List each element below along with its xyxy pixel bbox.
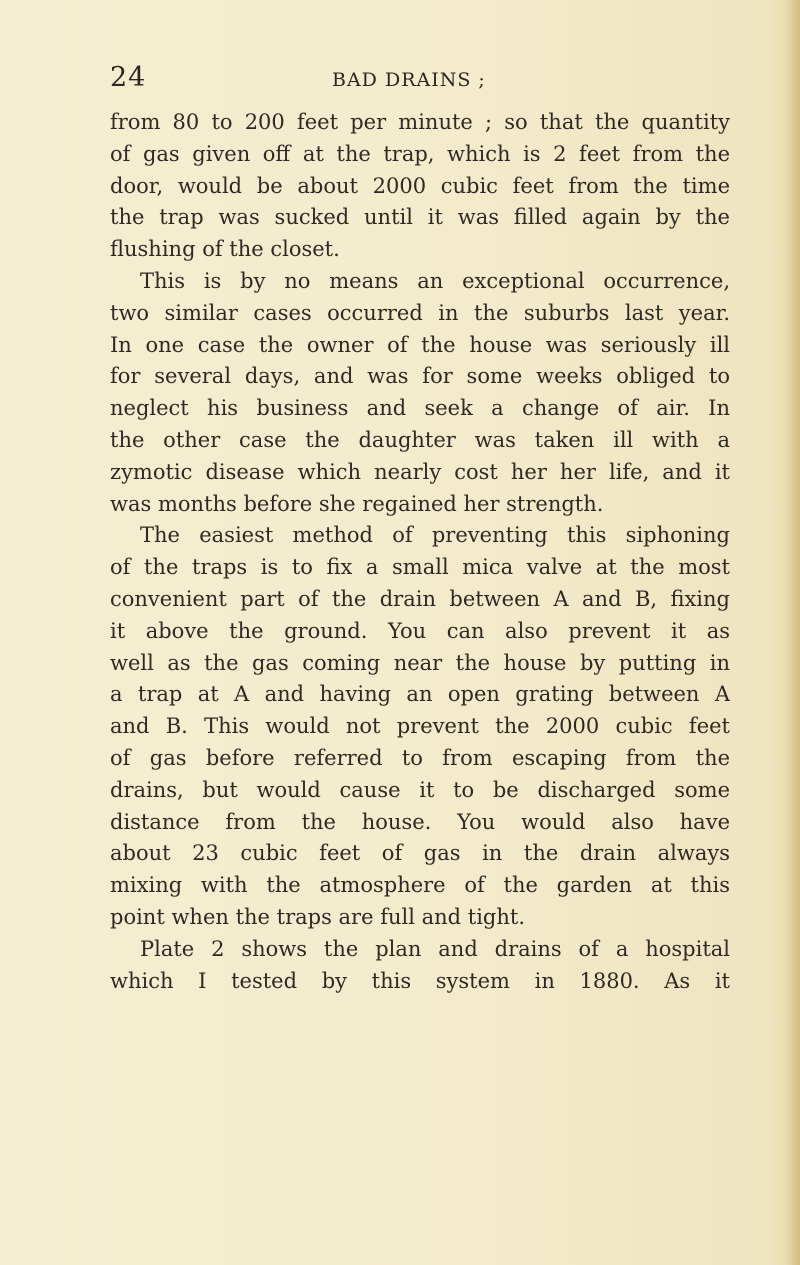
page-edge bbox=[786, 0, 800, 1265]
text-line: In one case the owner of the house was seriously ill bbox=[110, 332, 730, 357]
text-line: door, would be about 2000 cubic feet from the time bbox=[110, 173, 730, 198]
text-line: the trap was sucked until it was filled again by the bbox=[110, 205, 730, 230]
text-line: was months before she regained her strength. bbox=[110, 491, 604, 516]
text-line: mixing with the atmosphere of the garden at this bbox=[110, 873, 730, 898]
text-line: Plate 2 shows the plan and drains of a hospital bbox=[140, 936, 730, 961]
text-line: and B. This would not prevent the 2000 cubic feet bbox=[110, 714, 730, 739]
text-line: This is by no means an exceptional occurrence, bbox=[140, 268, 730, 293]
text-line: it above the ground. You can also prevent it as bbox=[110, 618, 730, 643]
text-line: point when the traps are full and tight. bbox=[110, 904, 525, 929]
text-line: neglect his business and seek a change of air. In bbox=[110, 396, 730, 421]
text-line: the other case the daughter was taken ill with a bbox=[110, 427, 730, 452]
text-line: distance from the house. You would also have bbox=[110, 809, 730, 834]
text-line: from 80 to 200 feet per minute ; so that the quantity bbox=[110, 110, 730, 134]
text-line: convenient part of the drain between A and B, fixing bbox=[110, 586, 730, 611]
text-line: a trap at A and having an open grating between A bbox=[110, 682, 730, 707]
text-line: well as the gas coming near the house by putting in bbox=[110, 650, 730, 675]
body-text bbox=[110, 107, 730, 997]
text-line: two similar cases occurred in the suburbs last year. bbox=[110, 300, 730, 325]
text-line: drains, but would cause it to be discharged some bbox=[110, 777, 730, 802]
running-head: BAD DRAINS ; bbox=[332, 69, 486, 91]
text-line: of gas before referred to from escaping from the bbox=[110, 745, 730, 770]
text-line: of gas given off at the trap, which is 2 feet from the bbox=[110, 141, 730, 166]
text-line: which I tested by this system in 1880. As it bbox=[110, 968, 730, 993]
page-number: 24 bbox=[110, 62, 147, 93]
text-line: of the traps is to fix a small mica valve at the most bbox=[110, 555, 730, 580]
text-line: flushing of the closet. bbox=[110, 237, 340, 262]
text-line: for several days, and was for some weeks obliged to bbox=[110, 364, 730, 389]
page-header bbox=[110, 62, 730, 102]
text-line: The easiest method of preventing this siphoning bbox=[140, 523, 730, 548]
text-line: about 23 cubic feet of gas in the drain always bbox=[110, 841, 730, 866]
text-line: zymotic disease which nearly cost her her life, and it bbox=[110, 459, 730, 484]
